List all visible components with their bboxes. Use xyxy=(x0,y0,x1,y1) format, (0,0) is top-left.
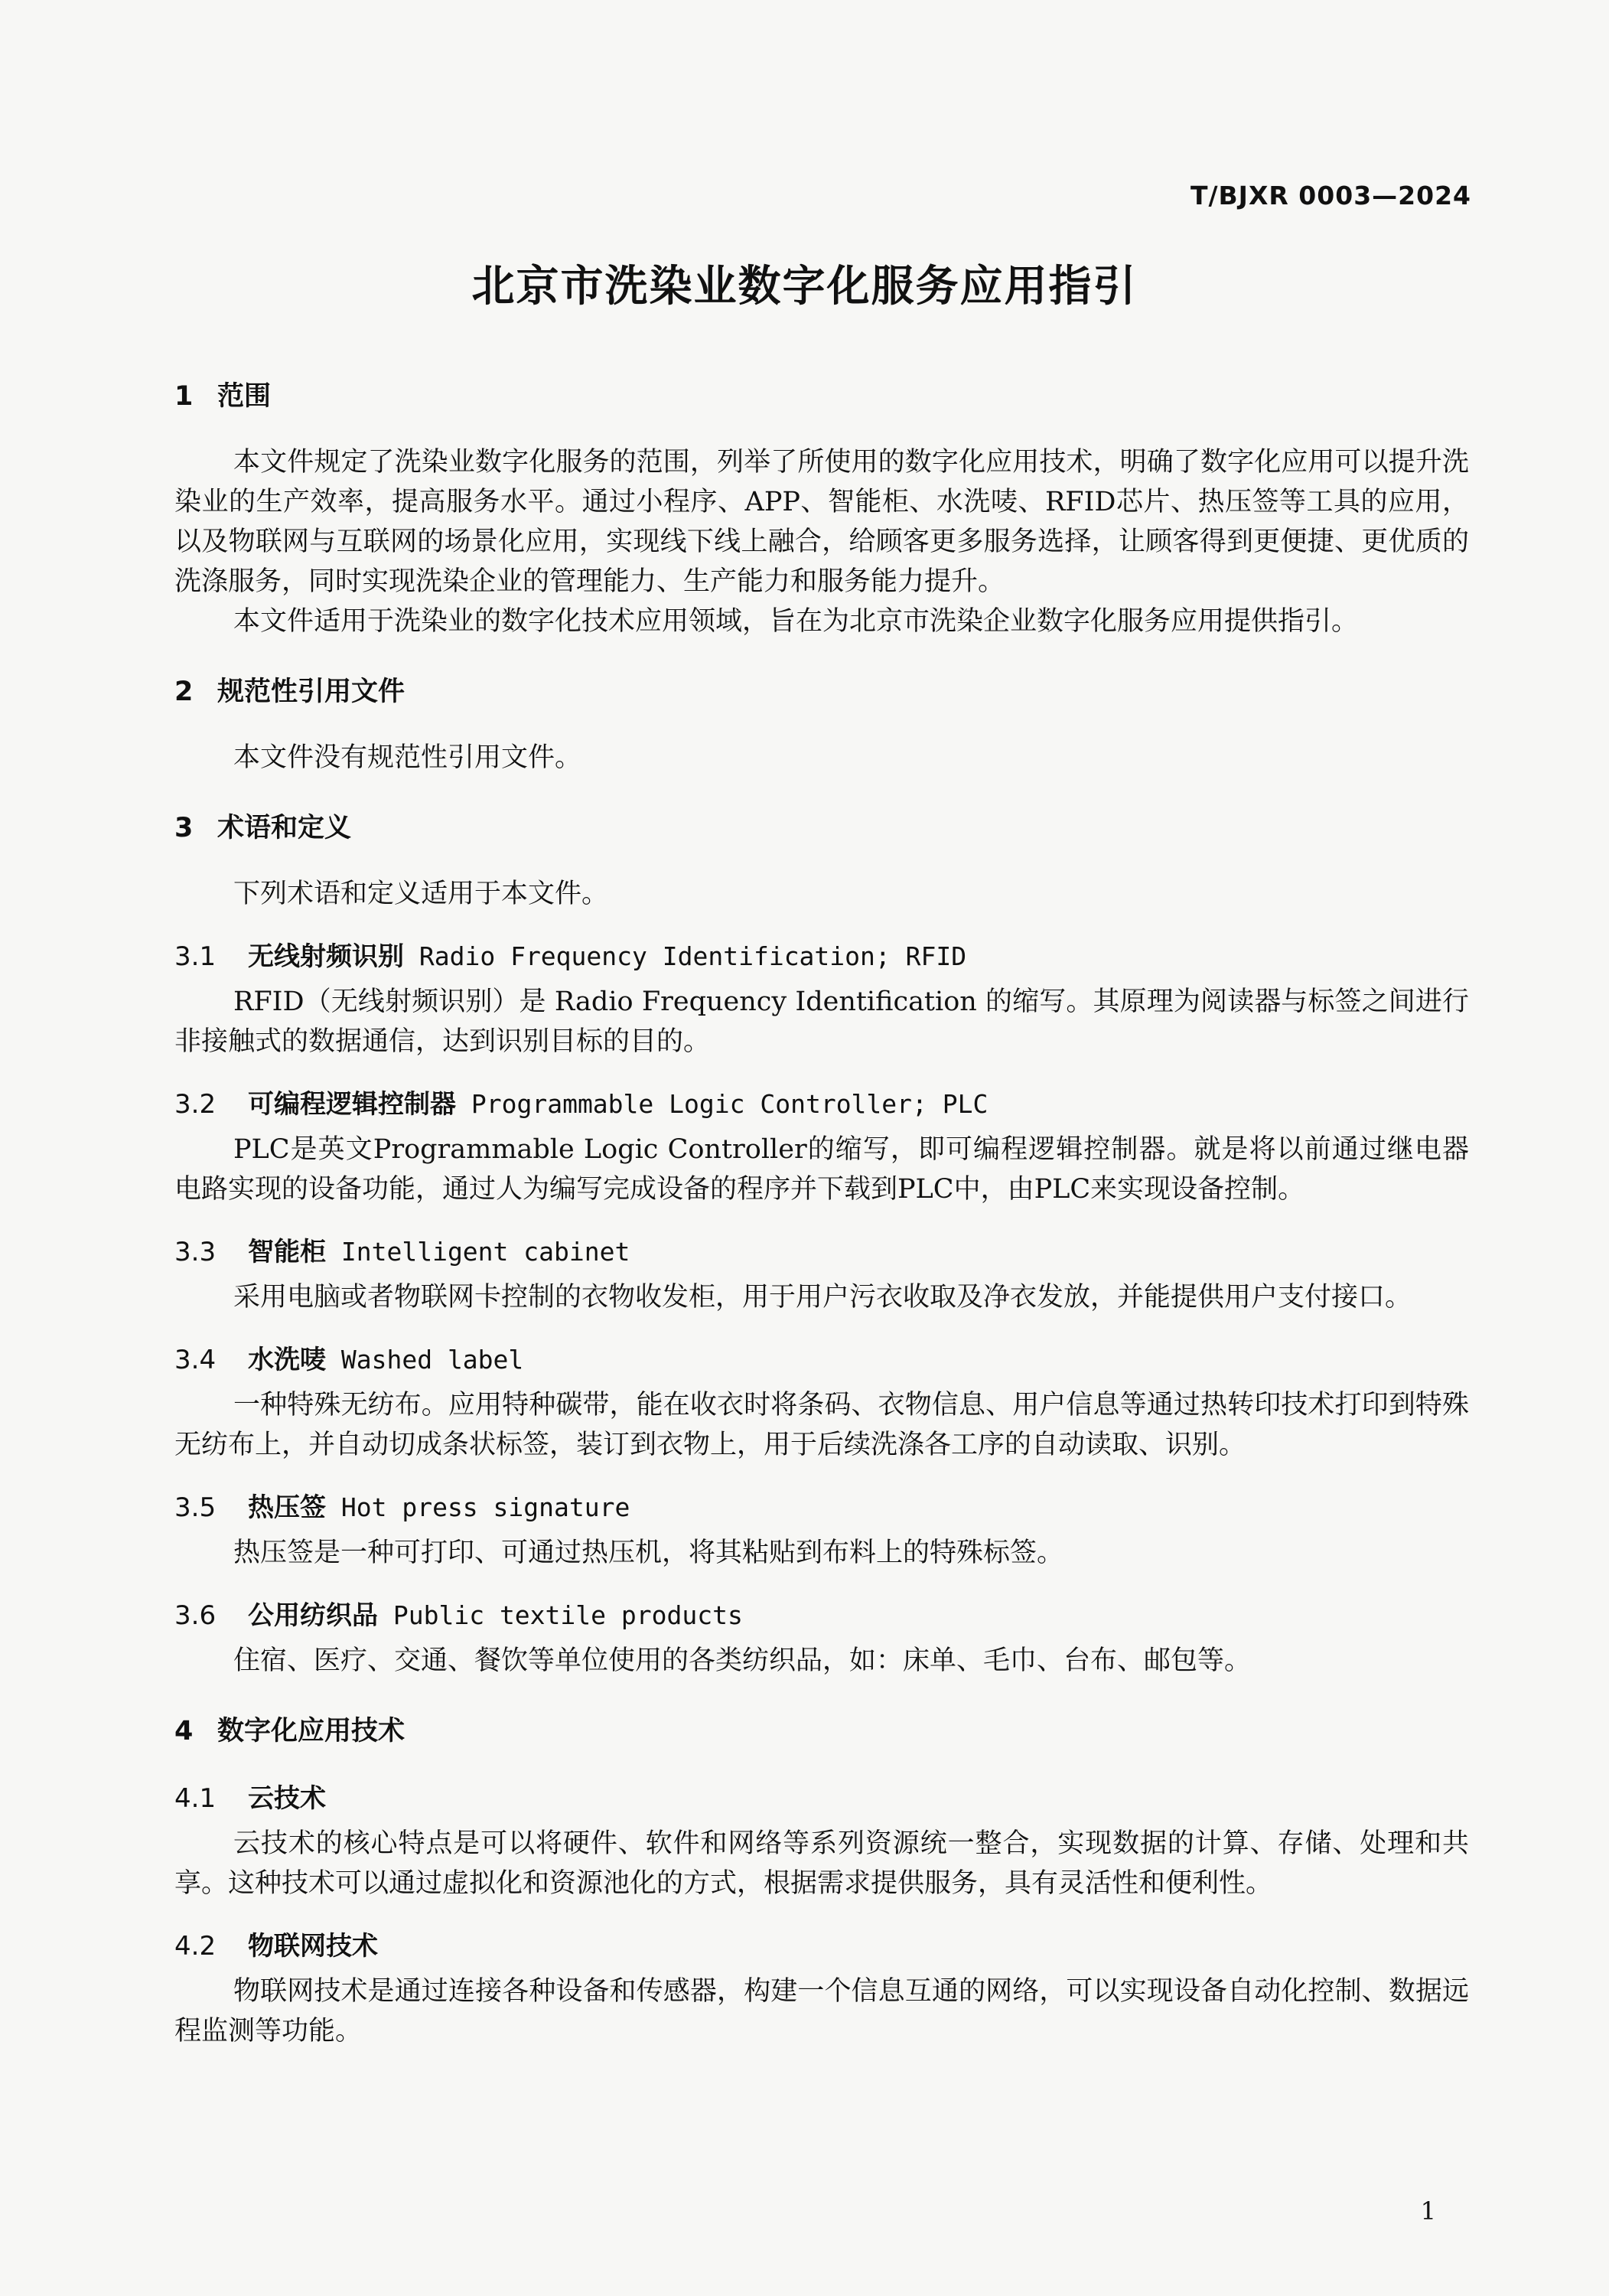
term-cn: 可编程逻辑控制器 xyxy=(248,1089,456,1120)
term-cn: 热压签 xyxy=(248,1492,326,1523)
section-number: 3 xyxy=(174,813,194,843)
section-number: 1 xyxy=(174,381,194,412)
term-3-4-heading xyxy=(174,1339,1469,1376)
term-number: 3.6 xyxy=(174,1600,217,1631)
section-3-heading xyxy=(174,807,1469,845)
page-number: 1 xyxy=(1420,2197,1436,2226)
standard-code: T/BJXR 0003—2024 xyxy=(1190,181,1471,210)
term-en: Radio Frequency Identification; RFID xyxy=(404,941,967,971)
paragraph: 下列术语和定义适用于本文件。 xyxy=(233,879,609,909)
term-definition: 采用电脑或者物联网卡控制的衣物收发柜，用于用户污衣收取及净衣发放，并能提供用户支付接口。 xyxy=(233,1282,1412,1313)
section-title: 数字化应用技术 xyxy=(217,1716,406,1746)
term-en: Washed label xyxy=(326,1345,524,1375)
subsection-title: 物联网技术 xyxy=(248,1931,378,1962)
term-en: Programmable Logic Controller; PLC xyxy=(456,1089,989,1119)
term-cn: 水洗唛 xyxy=(248,1345,326,1375)
section-1-heading xyxy=(174,375,1469,413)
term-number: 3.1 xyxy=(174,941,217,972)
paragraph: 本文件没有规范性引用文件。 xyxy=(233,742,582,773)
section-title: 规范性引用文件 xyxy=(217,677,406,707)
term-number: 3.3 xyxy=(174,1237,217,1267)
section-number: 2 xyxy=(174,677,194,707)
term-3-3-heading xyxy=(174,1231,1469,1268)
term-definition: PLC是英文Programmable Logic Controller的缩写，即可编程逻辑控制器。就是将以前通过继电器电路实现的设备功能，通过人为编写完成设备的程序并下载到PLC中，由PLC来实现设备控制。 xyxy=(174,1134,1469,1205)
term-3-5-heading xyxy=(174,1486,1469,1524)
term-definition: 热压签是一种可打印、可通过热压机，将其粘贴到布料上的特殊标签。 xyxy=(233,1538,1064,1568)
term-3-2-heading xyxy=(174,1083,1469,1120)
term-3-1-heading xyxy=(174,935,1469,973)
subsection-number: 4.2 xyxy=(174,1931,217,1962)
term-en: Public textile products xyxy=(378,1600,743,1630)
paragraph: 本文件规定了洗染业数字化服务的范围，列举了所使用的数字化应用技术，明确了数字化应用可以提升洗染业的生产效率，提高服务水平。通过小程序、APP、智能柜、水洗唛、RFID芯片、热压签等工具的应用，以及物联网与互联网的场景化应用，实现线下线上融合，给顾客更多服务选择，让顾客得到更便捷、更优质的洗涤服务，同时实现洗染企业的管理能力、生产能力和服务能力提升。 xyxy=(174,447,1469,597)
section-title: 术语和定义 xyxy=(217,813,352,843)
section-2-heading xyxy=(174,670,1469,709)
document-body xyxy=(174,375,1469,2051)
subsection-4-1-heading xyxy=(174,1777,1469,1815)
section-4-heading xyxy=(174,1710,1469,1748)
subsection-4-2-heading xyxy=(174,1925,1469,1962)
term-en: Hot press signature xyxy=(326,1492,630,1522)
paragraph: 物联网技术是通过连接各种设备和传感器，构建一个信息互通的网络，可以实现设备自动化控制、数据远程监测等功能。 xyxy=(174,1976,1469,2047)
term-definition: 一种特殊无纺布。应用特种碳带，能在收衣时将条码、衣物信息、用户信息等通过热转印技术打印到特殊无纺布上，并自动切成条状标签，装订到衣物上，用于后续洗涤各工序的自动读取、识别。 xyxy=(174,1390,1469,1460)
term-cn: 公用纺织品 xyxy=(248,1600,378,1631)
term-cn: 无线射频识别 xyxy=(248,941,404,972)
paragraph: 云技术的核心特点是可以将硬件、软件和网络等系列资源统一整合，实现数据的计算、存储、处理和共享。这种技术可以通过虚拟化和资源池化的方式，根据需求提供服务，具有灵活性和便利性。 xyxy=(174,1828,1469,1899)
term-number: 3.4 xyxy=(174,1345,217,1375)
section-title: 范围 xyxy=(217,381,272,412)
document-title: 北京市洗染业数字化服务应用指引 xyxy=(471,262,1138,311)
term-number: 3.5 xyxy=(174,1492,217,1523)
term-cn: 智能柜 xyxy=(248,1237,326,1267)
subsection-title: 云技术 xyxy=(248,1783,326,1814)
subsection-number: 4.1 xyxy=(174,1783,217,1814)
term-definition: 住宿、医疗、交通、餐饮等单位使用的各类纺织品，如：床单、毛巾、台布、邮包等。 xyxy=(233,1645,1252,1676)
term-number: 3.2 xyxy=(174,1089,217,1120)
term-3-6-heading xyxy=(174,1594,1469,1632)
section-number: 4 xyxy=(174,1716,194,1746)
term-definition: RFID（无线射频识别）是 Radio Frequency Identification 的缩写。其原理为阅读器与标签之间进行非接触式的数据通信，达到识别目标的目的。 xyxy=(174,987,1469,1057)
term-en: Intelligent cabinet xyxy=(326,1237,630,1267)
paragraph: 本文件适用于洗染业的数字化技术应用领域，旨在为北京市洗染企业数字化服务应用提供指引。 xyxy=(233,606,1359,637)
